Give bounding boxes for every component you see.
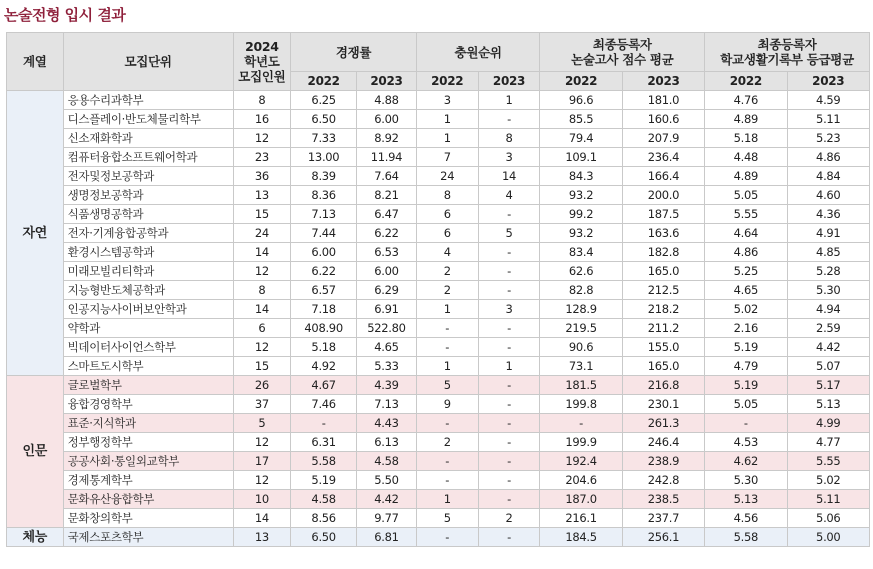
table-row (7, 414, 870, 433)
value-cell: 166.4 (622, 167, 704, 186)
value-cell: 236.4 (622, 148, 704, 167)
unit-name-cell: 전자및정보공학과 (63, 167, 233, 186)
value-cell: 4.76 (705, 91, 787, 110)
value-cell: - (416, 471, 478, 490)
value-cell: 37 (233, 395, 291, 414)
unit-name-cell: 융합경영학부 (63, 395, 233, 414)
value-cell: 6.91 (357, 300, 417, 319)
value-cell: 5.00 (787, 528, 869, 547)
value-cell: 4.56 (705, 509, 787, 528)
value-cell: - (540, 414, 622, 433)
value-cell: 5.18 (291, 338, 357, 357)
unit-name-cell: 인공지능사이버보안학과 (63, 300, 233, 319)
value-cell: 4.84 (787, 167, 869, 186)
table-row (7, 300, 870, 319)
value-cell: 4.79 (705, 357, 787, 376)
header-field: 계열 (7, 33, 64, 91)
group-label: 체능 (7, 528, 64, 547)
value-cell: 5.05 (705, 395, 787, 414)
value-cell: 14 (233, 509, 291, 528)
value-cell: 4.85 (787, 243, 869, 262)
value-cell: 13 (233, 186, 291, 205)
value-cell: 8 (478, 129, 540, 148)
value-cell: - (478, 243, 540, 262)
value-cell: 408.90 (291, 319, 357, 338)
table-row (7, 167, 870, 186)
unit-name-cell: 미래모빌리티학과 (63, 262, 233, 281)
value-cell: - (416, 338, 478, 357)
value-cell: 8 (416, 186, 478, 205)
value-cell: 14 (233, 300, 291, 319)
table-row (7, 91, 870, 110)
value-cell: 109.1 (540, 148, 622, 167)
value-cell: 2 (416, 281, 478, 300)
value-cell: 4.39 (357, 376, 417, 395)
table-row (7, 129, 870, 148)
value-cell: - (478, 452, 540, 471)
value-cell: 17 (233, 452, 291, 471)
value-cell: - (478, 205, 540, 224)
value-cell: 6 (416, 205, 478, 224)
header-essay-2023: 2023 (622, 72, 704, 91)
value-cell: 4.58 (291, 490, 357, 509)
value-cell: 5.58 (291, 452, 357, 471)
value-cell: 4.36 (787, 205, 869, 224)
table-row (7, 376, 870, 395)
value-cell: 1 (416, 300, 478, 319)
value-cell: 4.42 (787, 338, 869, 357)
value-cell: - (416, 319, 478, 338)
value-cell: 187.5 (622, 205, 704, 224)
value-cell: 5 (478, 224, 540, 243)
value-cell: 4.64 (705, 224, 787, 243)
value-cell: 36 (233, 167, 291, 186)
value-cell: 13.00 (291, 148, 357, 167)
value-cell: 6.00 (357, 110, 417, 129)
header-ranking-2022: 2022 (416, 72, 478, 91)
value-cell: 15 (233, 205, 291, 224)
value-cell: - (478, 395, 540, 414)
unit-name-cell: 문화창의학부 (63, 509, 233, 528)
value-cell: 90.6 (540, 338, 622, 357)
value-cell: 4.59 (787, 91, 869, 110)
value-cell: 1 (478, 357, 540, 376)
unit-name-cell: 식품생명공학과 (63, 205, 233, 224)
value-cell: 8 (233, 281, 291, 300)
unit-name-cell: 전자·기계융합공학과 (63, 224, 233, 243)
value-cell: 207.9 (622, 129, 704, 148)
header-essay-2022: 2022 (540, 72, 622, 91)
header-ranking-2023: 2023 (478, 72, 540, 91)
header-unit: 모집단위 (63, 33, 233, 91)
value-cell: 12 (233, 433, 291, 452)
value-cell: 26 (233, 376, 291, 395)
value-cell: 96.6 (540, 91, 622, 110)
value-cell: - (478, 281, 540, 300)
value-cell: 7.33 (291, 129, 357, 148)
value-cell: 1 (478, 91, 540, 110)
value-cell: 7.18 (291, 300, 357, 319)
value-cell: 246.4 (622, 433, 704, 452)
table-row (7, 243, 870, 262)
value-cell: - (478, 490, 540, 509)
value-cell: 199.9 (540, 433, 622, 452)
value-cell: 7.64 (357, 167, 417, 186)
value-cell: 5.25 (705, 262, 787, 281)
value-cell: 4.65 (705, 281, 787, 300)
value-cell: 99.2 (540, 205, 622, 224)
header-quota (233, 33, 291, 91)
value-cell: 7 (416, 148, 478, 167)
group-label: 자연 (7, 91, 64, 376)
value-cell: 128.9 (540, 300, 622, 319)
value-cell: 5.30 (705, 471, 787, 490)
value-cell: 238.5 (622, 490, 704, 509)
value-cell: 6.53 (357, 243, 417, 262)
unit-name-cell: 경제통계학부 (63, 471, 233, 490)
value-cell: 204.6 (540, 471, 622, 490)
value-cell: 79.4 (540, 129, 622, 148)
value-cell: 5 (416, 376, 478, 395)
value-cell: 4.67 (291, 376, 357, 395)
value-cell: 5 (233, 414, 291, 433)
value-cell: 3 (478, 148, 540, 167)
table-row (7, 395, 870, 414)
table-row (7, 338, 870, 357)
value-cell: 5.23 (787, 129, 869, 148)
value-cell: 5.02 (787, 471, 869, 490)
value-cell: 237.7 (622, 509, 704, 528)
value-cell: 2.59 (787, 319, 869, 338)
header-essay-line1: 최종등록자 (592, 37, 652, 52)
unit-name-cell: 문화유산융합학부 (63, 490, 233, 509)
value-cell: 6.31 (291, 433, 357, 452)
value-cell: 160.6 (622, 110, 704, 129)
value-cell: 4.91 (787, 224, 869, 243)
value-cell: 181.0 (622, 91, 704, 110)
value-cell: 5.55 (705, 205, 787, 224)
unit-name-cell: 표준·지식학과 (63, 414, 233, 433)
value-cell: 24 (416, 167, 478, 186)
value-cell: 8.56 (291, 509, 357, 528)
table-row (7, 205, 870, 224)
header-grade-line1: 최종등록자 (757, 37, 817, 52)
value-cell: 8.21 (357, 186, 417, 205)
value-cell: - (478, 110, 540, 129)
table-row (7, 224, 870, 243)
value-cell: - (705, 414, 787, 433)
value-cell: 6.50 (291, 110, 357, 129)
value-cell: 238.9 (622, 452, 704, 471)
value-cell: 5.02 (705, 300, 787, 319)
value-cell: 522.80 (357, 319, 417, 338)
value-cell: - (291, 414, 357, 433)
value-cell: 212.5 (622, 281, 704, 300)
value-cell: 192.4 (540, 452, 622, 471)
table-row (7, 319, 870, 338)
table-row (7, 186, 870, 205)
value-cell: 1 (416, 490, 478, 509)
value-cell: 219.5 (540, 319, 622, 338)
value-cell: 62.6 (540, 262, 622, 281)
value-cell: 184.5 (540, 528, 622, 547)
value-cell: 230.1 (622, 395, 704, 414)
value-cell: 3 (478, 300, 540, 319)
value-cell: 7.13 (357, 395, 417, 414)
value-cell: 4.53 (705, 433, 787, 452)
value-cell: 85.5 (540, 110, 622, 129)
value-cell: 73.1 (540, 357, 622, 376)
value-cell: - (478, 471, 540, 490)
value-cell: 13 (233, 528, 291, 547)
header-grade-line2: 학교생활기록부 등급평균 (720, 52, 854, 67)
value-cell: 4 (416, 243, 478, 262)
value-cell: 4.99 (787, 414, 869, 433)
header-grade (705, 33, 870, 72)
value-cell: 14 (478, 167, 540, 186)
value-cell: 4.43 (357, 414, 417, 433)
value-cell: 181.5 (540, 376, 622, 395)
value-cell: 4.89 (705, 110, 787, 129)
value-cell: 163.6 (622, 224, 704, 243)
header-competition-2023: 2023 (357, 72, 417, 91)
value-cell: 4.86 (705, 243, 787, 262)
value-cell: - (478, 262, 540, 281)
table-row (7, 509, 870, 528)
value-cell: 5.30 (787, 281, 869, 300)
value-cell: 200.0 (622, 186, 704, 205)
header-grade-2023: 2023 (787, 72, 869, 91)
value-cell: - (478, 528, 540, 547)
value-cell: 256.1 (622, 528, 704, 547)
value-cell: 5.33 (357, 357, 417, 376)
value-cell: 4.89 (705, 167, 787, 186)
unit-name-cell: 환경시스템공학과 (63, 243, 233, 262)
table-row (7, 148, 870, 167)
value-cell: 4 (478, 186, 540, 205)
value-cell: 6 (233, 319, 291, 338)
unit-name-cell: 신소재화학과 (63, 129, 233, 148)
value-cell: 4.88 (357, 91, 417, 110)
page-title: 논술전형 입시 결과 (4, 6, 126, 24)
value-cell: 4.77 (787, 433, 869, 452)
value-cell: 5.11 (787, 490, 869, 509)
table-row (7, 528, 870, 547)
unit-name-cell: 생명정보공학과 (63, 186, 233, 205)
header-ranking: 충원순위 (416, 33, 540, 72)
value-cell: 5.18 (705, 129, 787, 148)
value-cell: - (478, 319, 540, 338)
value-cell: 6.29 (357, 281, 417, 300)
value-cell: 12 (233, 262, 291, 281)
value-cell: 5.19 (705, 338, 787, 357)
value-cell: 9 (416, 395, 478, 414)
unit-name-cell: 약학과 (63, 319, 233, 338)
unit-name-cell: 컴퓨터융합소프트웨어학과 (63, 148, 233, 167)
value-cell: 8.39 (291, 167, 357, 186)
unit-name-cell: 스마트도시학부 (63, 357, 233, 376)
group-label: 인문 (7, 376, 64, 528)
value-cell: 5 (416, 509, 478, 528)
value-cell: 5.11 (787, 110, 869, 129)
value-cell: 5.07 (787, 357, 869, 376)
value-cell: 16 (233, 110, 291, 129)
table-row (7, 490, 870, 509)
unit-name-cell: 빅데이터사이언스학부 (63, 338, 233, 357)
header-quota-line2: 학년도 (244, 54, 280, 69)
value-cell: 4.86 (787, 148, 869, 167)
header-competition-2022: 2022 (291, 72, 357, 91)
table-row (7, 471, 870, 490)
value-cell: 6.00 (291, 243, 357, 262)
value-cell: 165.0 (622, 262, 704, 281)
value-cell: 6.00 (357, 262, 417, 281)
value-cell: 5.13 (705, 490, 787, 509)
header-grade-2022: 2022 (705, 72, 787, 91)
value-cell: 4.58 (357, 452, 417, 471)
header-quota-line3: 모집인원 (238, 69, 286, 84)
value-cell: 6.50 (291, 528, 357, 547)
admission-results-table (6, 32, 870, 547)
value-cell: 7.13 (291, 205, 357, 224)
value-cell: 4.65 (357, 338, 417, 357)
value-cell: 261.3 (622, 414, 704, 433)
value-cell: 155.0 (622, 338, 704, 357)
table-body (7, 91, 870, 547)
value-cell: - (478, 376, 540, 395)
value-cell: 12 (233, 129, 291, 148)
value-cell: 5.19 (291, 471, 357, 490)
value-cell: 4.62 (705, 452, 787, 471)
value-cell: 1 (416, 129, 478, 148)
unit-name-cell: 정부행정학부 (63, 433, 233, 452)
value-cell: 6.57 (291, 281, 357, 300)
value-cell: 4.48 (705, 148, 787, 167)
value-cell: 12 (233, 471, 291, 490)
unit-name-cell: 지능형반도체공학과 (63, 281, 233, 300)
value-cell: 4.92 (291, 357, 357, 376)
value-cell: 6.47 (357, 205, 417, 224)
value-cell: - (416, 414, 478, 433)
value-cell: 14 (233, 243, 291, 262)
value-cell: 6 (416, 224, 478, 243)
value-cell: 1 (416, 357, 478, 376)
value-cell: - (478, 414, 540, 433)
value-cell: 216.1 (540, 509, 622, 528)
value-cell: 24 (233, 224, 291, 243)
value-cell: 187.0 (540, 490, 622, 509)
value-cell: 5.13 (787, 395, 869, 414)
value-cell: 12 (233, 338, 291, 357)
value-cell: 5.55 (787, 452, 869, 471)
value-cell: 8.36 (291, 186, 357, 205)
value-cell: 5.19 (705, 376, 787, 395)
header-competition: 경쟁률 (291, 33, 417, 72)
value-cell: 6.81 (357, 528, 417, 547)
value-cell: 4.60 (787, 186, 869, 205)
unit-name-cell: 디스플레이·반도체물리학부 (63, 110, 233, 129)
value-cell: 7.44 (291, 224, 357, 243)
value-cell: 82.8 (540, 281, 622, 300)
table-row (7, 281, 870, 300)
unit-name-cell: 공공사회·통일외교학부 (63, 452, 233, 471)
unit-name-cell: 국제스포츠학부 (63, 528, 233, 547)
value-cell: - (478, 338, 540, 357)
value-cell: 1 (416, 110, 478, 129)
value-cell: 9.77 (357, 509, 417, 528)
header-essay-line2: 논술고사 점수 평균 (571, 52, 674, 67)
value-cell: 5.05 (705, 186, 787, 205)
value-cell: - (478, 433, 540, 452)
value-cell: 93.2 (540, 186, 622, 205)
value-cell: 211.2 (622, 319, 704, 338)
value-cell: 10 (233, 490, 291, 509)
value-cell: 4.42 (357, 490, 417, 509)
value-cell: 218.2 (622, 300, 704, 319)
table-row (7, 110, 870, 129)
value-cell: 182.8 (622, 243, 704, 262)
unit-name-cell: 응용수리과학부 (63, 91, 233, 110)
value-cell: 6.22 (357, 224, 417, 243)
value-cell: 6.13 (357, 433, 417, 452)
value-cell: - (416, 452, 478, 471)
table-row (7, 357, 870, 376)
value-cell: 2 (416, 433, 478, 452)
value-cell: 199.8 (540, 395, 622, 414)
value-cell: 8.92 (357, 129, 417, 148)
header-essay (540, 33, 705, 72)
value-cell: 23 (233, 148, 291, 167)
value-cell: 11.94 (357, 148, 417, 167)
value-cell: 6.22 (291, 262, 357, 281)
table-row (7, 433, 870, 452)
value-cell: 7.46 (291, 395, 357, 414)
value-cell: 5.50 (357, 471, 417, 490)
value-cell: 3 (416, 91, 478, 110)
unit-name-cell: 글로벌학부 (63, 376, 233, 395)
value-cell: - (416, 528, 478, 547)
value-cell: 5.06 (787, 509, 869, 528)
value-cell: 216.8 (622, 376, 704, 395)
value-cell: 2 (478, 509, 540, 528)
value-cell: 2 (416, 262, 478, 281)
value-cell: 4.94 (787, 300, 869, 319)
table-row (7, 452, 870, 471)
value-cell: 242.8 (622, 471, 704, 490)
value-cell: 2.16 (705, 319, 787, 338)
value-cell: 84.3 (540, 167, 622, 186)
value-cell: 5.58 (705, 528, 787, 547)
table-row (7, 262, 870, 281)
value-cell: 15 (233, 357, 291, 376)
value-cell: 165.0 (622, 357, 704, 376)
value-cell: 8 (233, 91, 291, 110)
value-cell: 93.2 (540, 224, 622, 243)
value-cell: 6.25 (291, 91, 357, 110)
value-cell: 83.4 (540, 243, 622, 262)
value-cell: 5.17 (787, 376, 869, 395)
header-quota-year: 2024 (245, 39, 279, 54)
value-cell: 5.28 (787, 262, 869, 281)
